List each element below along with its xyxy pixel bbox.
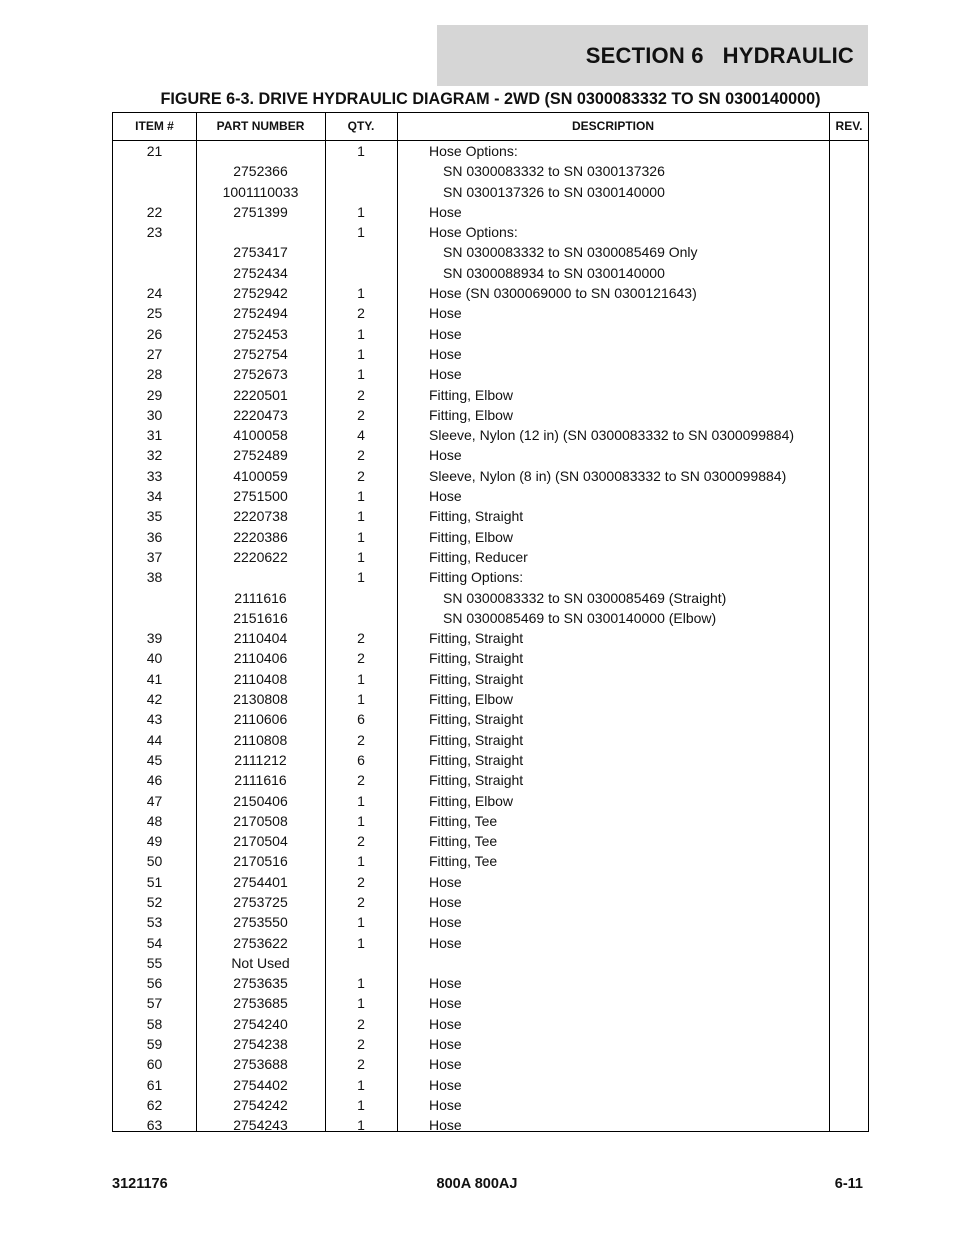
item-cell: 27 xyxy=(146,345,163,362)
description-cell: Fitting, Straight xyxy=(429,670,524,687)
item-cell: 56 xyxy=(146,975,163,992)
item-cell: 23 xyxy=(146,224,163,241)
parts-table xyxy=(112,112,869,1132)
description-cell: Hose Options: xyxy=(429,143,518,159)
table-row xyxy=(113,872,868,892)
qty-cell: 2 xyxy=(357,833,365,850)
item-cell: 61 xyxy=(146,1076,163,1093)
table-row xyxy=(113,527,868,547)
item-cell: 49 xyxy=(146,833,163,850)
description-cell: Hose (SN 0300069000 to SN 0300121643) xyxy=(429,285,697,302)
item-cell: 40 xyxy=(146,650,163,667)
item-cell: 44 xyxy=(146,731,163,748)
item-cell: 55 xyxy=(146,954,163,971)
description-cell: Fitting, Tee xyxy=(429,833,498,850)
figure-title: FIGURE 6-3. DRIVE HYDRAULIC DIAGRAM - 2WD (SN 0300083332 TO SN 0300140000) xyxy=(160,90,821,108)
description-cell: Hose xyxy=(429,975,462,992)
section-header-text: SECTION 6 HYDRAULIC xyxy=(585,42,854,68)
description-cell: Fitting, Straight xyxy=(429,711,524,728)
table-row xyxy=(113,506,868,526)
table-row xyxy=(113,689,868,709)
qty-cell: 1 xyxy=(357,691,365,708)
qty-cell: 1 xyxy=(357,1117,365,1134)
item-cell: 45 xyxy=(146,751,163,768)
table-row xyxy=(113,141,868,161)
part-number-cell: 4100058 xyxy=(233,427,288,444)
description-cell: Hose xyxy=(429,1076,462,1093)
description-cell: Hose xyxy=(429,488,462,505)
table-row xyxy=(113,1014,868,1034)
description-cell: Hose xyxy=(429,325,462,342)
table-row xyxy=(113,1054,868,1074)
item-cell: 62 xyxy=(146,1096,163,1113)
qty-cell: 6 xyxy=(357,751,365,768)
part-number-cell: 2753635 xyxy=(233,975,288,992)
description-cell: SN 0300137326 to SN 0300140000 xyxy=(443,183,665,200)
description-cell: Fitting, Elbow xyxy=(429,406,514,423)
table-row xyxy=(113,1095,868,1115)
item-cell: 22 xyxy=(146,203,163,220)
description-cell: Sleeve, Nylon (12 in) (SN 0300083332 to SN 0300099884) xyxy=(429,427,795,444)
part-number-cell: 2220473 xyxy=(233,406,288,423)
description-cell: Fitting, Straight xyxy=(429,508,524,525)
qty-cell: 2 xyxy=(357,630,365,647)
description-cell: Hose xyxy=(429,1036,462,1053)
table-row xyxy=(113,791,868,811)
description-cell: Hose xyxy=(429,1117,462,1134)
qty-cell: 1 xyxy=(357,285,365,302)
qty-cell: 2 xyxy=(357,467,365,484)
table-row xyxy=(113,993,868,1013)
description-cell: Hose xyxy=(429,447,462,464)
table-row xyxy=(113,831,868,851)
qty-cell: 2 xyxy=(357,1056,365,1073)
qty-cell: 1 xyxy=(357,345,365,362)
description-cell: Hose Options: xyxy=(429,224,518,241)
part-number-cell: 2130808 xyxy=(233,691,288,708)
section-header xyxy=(437,25,868,86)
part-number-cell: 2752673 xyxy=(233,366,288,383)
description-cell: Fitting, Elbow xyxy=(429,792,514,809)
table-row xyxy=(113,425,868,445)
item-cell: 21 xyxy=(146,143,163,159)
table-row xyxy=(113,161,868,181)
header-qty: QTY. xyxy=(347,119,375,133)
qty-cell: 1 xyxy=(357,975,365,992)
table-row xyxy=(113,912,868,932)
qty-cell: 2 xyxy=(357,650,365,667)
description-cell: SN 0300083332 to SN 0300085469 (Straight) xyxy=(443,589,727,606)
qty-cell: 2 xyxy=(357,447,365,464)
qty-cell: 6 xyxy=(357,711,365,728)
table-row xyxy=(113,892,868,912)
qty-cell: 2 xyxy=(357,1036,365,1053)
qty-cell: 1 xyxy=(357,366,365,383)
item-cell: 42 xyxy=(146,691,163,708)
description-cell: Fitting, Straight xyxy=(429,751,524,768)
table-row xyxy=(113,933,868,953)
description-cell: Fitting, Elbow xyxy=(429,386,514,403)
part-number-cell: 2751399 xyxy=(233,203,288,220)
header-description: DESCRIPTION xyxy=(571,119,654,133)
part-number-cell: 2754238 xyxy=(233,1036,288,1053)
qty-cell: 1 xyxy=(357,143,365,159)
description-cell: Hose xyxy=(429,914,462,931)
item-cell: 28 xyxy=(146,366,163,383)
item-cell: 58 xyxy=(146,1015,163,1032)
part-number-cell: 2170516 xyxy=(233,853,288,870)
item-cell: 34 xyxy=(146,488,163,505)
part-number-cell: 2220738 xyxy=(233,508,288,525)
table-row xyxy=(113,973,868,993)
table-body xyxy=(113,141,868,1136)
item-cell: 35 xyxy=(146,508,163,525)
qty-cell: 1 xyxy=(357,1096,365,1113)
item-cell: 54 xyxy=(146,934,163,951)
description-cell: Hose xyxy=(429,893,462,910)
description-cell: Hose xyxy=(429,345,462,362)
qty-cell: 1 xyxy=(357,812,365,829)
description-cell: Hose xyxy=(429,366,462,383)
description-cell: Fitting, Straight xyxy=(429,731,524,748)
part-number-cell: 2753725 xyxy=(233,893,288,910)
part-number-cell: 2111212 xyxy=(234,751,287,768)
qty-cell: 1 xyxy=(357,1076,365,1093)
table-row xyxy=(113,811,868,831)
qty-cell: 1 xyxy=(357,792,365,809)
table-row xyxy=(113,1115,868,1135)
item-cell: 31 xyxy=(146,427,163,444)
part-number-cell: 2754401 xyxy=(233,873,288,890)
item-cell: 25 xyxy=(146,305,163,322)
item-cell: 39 xyxy=(146,630,163,647)
item-cell: 51 xyxy=(146,873,163,890)
part-number-cell: 2151616 xyxy=(233,609,288,626)
part-number-cell: 2170508 xyxy=(233,812,288,829)
part-number-cell: 2753688 xyxy=(233,1056,288,1073)
part-number-cell: 2753622 xyxy=(233,934,288,951)
part-number-cell: 2753417 xyxy=(233,244,288,261)
table-row xyxy=(113,1075,868,1095)
part-number-cell: 2111616 xyxy=(234,589,287,606)
description-cell: Hose xyxy=(429,995,462,1012)
part-number-cell: 2754243 xyxy=(233,1117,288,1134)
table-row xyxy=(113,648,868,668)
item-cell: 57 xyxy=(146,995,163,1012)
table-row xyxy=(113,486,868,506)
item-cell: 33 xyxy=(146,467,163,484)
description-cell: Fitting, Straight xyxy=(429,772,524,789)
item-cell: 29 xyxy=(146,386,163,403)
table-row xyxy=(113,750,868,770)
table-row xyxy=(113,242,868,262)
qty-cell: 1 xyxy=(357,569,365,586)
table-header xyxy=(113,113,868,141)
table-row xyxy=(113,344,868,364)
part-number-cell: 2150406 xyxy=(233,792,288,809)
item-cell: 46 xyxy=(146,772,163,789)
part-number-cell: 2110606 xyxy=(233,711,288,728)
item-cell: 26 xyxy=(146,325,163,342)
table-row xyxy=(113,770,868,790)
description-cell: Fitting Options: xyxy=(429,569,524,586)
part-number-cell: 2170504 xyxy=(233,833,288,850)
table-row xyxy=(113,1034,868,1054)
table-row xyxy=(113,182,868,202)
part-number-cell: 2752942 xyxy=(233,285,288,302)
header-rev: REV. xyxy=(835,119,863,133)
description-cell: Fitting, Elbow xyxy=(429,691,514,708)
part-number-cell: 2754240 xyxy=(233,1015,288,1032)
qty-cell: 1 xyxy=(357,488,365,505)
qty-cell: 1 xyxy=(357,914,365,931)
table-row xyxy=(113,324,868,344)
description-cell: Fitting, Elbow xyxy=(429,528,514,545)
part-number-cell: 2752754 xyxy=(233,345,288,362)
description-cell: SN 0300083332 to SN 0300085469 Only xyxy=(443,244,698,261)
description-cell: Fitting, Tee xyxy=(429,853,498,870)
qty-cell: 1 xyxy=(357,548,365,565)
qty-cell: 1 xyxy=(357,224,365,241)
table-row xyxy=(113,202,868,222)
table-row xyxy=(113,567,868,587)
description-cell: Fitting, Straight xyxy=(429,630,524,647)
footer-model: 800A 800AJ xyxy=(436,1176,518,1192)
item-cell: 59 xyxy=(146,1036,163,1053)
footer-page-number: 6-11 xyxy=(834,1176,863,1192)
qty-cell: 1 xyxy=(357,853,365,870)
item-cell: 47 xyxy=(146,792,163,809)
table-row xyxy=(113,547,868,567)
qty-cell: 1 xyxy=(357,325,365,342)
part-number-cell: 2754402 xyxy=(233,1076,288,1093)
qty-cell: 2 xyxy=(357,1015,365,1032)
table-row xyxy=(113,466,868,486)
table-row xyxy=(113,608,868,628)
table-row xyxy=(113,953,868,973)
part-number-cell: 2220386 xyxy=(233,528,288,545)
part-number-cell: 2220622 xyxy=(233,548,288,565)
description-cell: Hose xyxy=(429,934,462,951)
table-row xyxy=(113,283,868,303)
table-row xyxy=(113,730,868,750)
table-row xyxy=(113,628,868,648)
item-cell: 30 xyxy=(146,406,163,423)
description-cell: Hose xyxy=(429,1056,462,1073)
table-row xyxy=(113,709,868,729)
item-cell: 37 xyxy=(146,548,163,565)
item-cell: 24 xyxy=(146,285,163,302)
description-cell: Hose xyxy=(429,203,462,220)
description-cell: SN 0300083332 to SN 0300137326 xyxy=(443,163,665,180)
qty-cell: 4 xyxy=(357,427,365,444)
part-number-cell: 2220501 xyxy=(233,386,288,403)
part-number-cell: 2111616 xyxy=(234,772,287,789)
item-cell: 63 xyxy=(146,1117,163,1134)
part-number-cell: 2110808 xyxy=(233,731,288,748)
qty-cell: 1 xyxy=(357,934,365,951)
part-number-cell: 2752489 xyxy=(233,447,288,464)
table-row xyxy=(113,405,868,425)
part-number-cell: 2752434 xyxy=(233,264,288,281)
qty-cell: 1 xyxy=(357,670,365,687)
part-number-cell: 4100059 xyxy=(233,467,288,484)
table-row xyxy=(113,851,868,871)
footer-doc-number: 3121176 xyxy=(112,1176,168,1192)
item-cell: 38 xyxy=(146,569,163,586)
part-number-cell: 2752494 xyxy=(233,305,288,322)
item-cell: 60 xyxy=(146,1056,163,1073)
part-number-cell: Not Used xyxy=(231,954,290,971)
item-cell: 50 xyxy=(146,853,163,870)
description-cell: Fitting, Tee xyxy=(429,812,498,829)
qty-cell: 2 xyxy=(357,772,365,789)
description-cell: Hose xyxy=(429,1015,462,1032)
qty-cell: 2 xyxy=(357,873,365,890)
qty-cell: 2 xyxy=(357,893,365,910)
item-cell: 52 xyxy=(146,893,163,910)
qty-cell: 2 xyxy=(357,305,365,322)
qty-cell: 1 xyxy=(357,528,365,545)
item-cell: 32 xyxy=(146,447,163,464)
description-cell: SN 0300088934 to SN 0300140000 xyxy=(443,264,665,281)
table-row xyxy=(113,263,868,283)
qty-cell: 2 xyxy=(357,406,365,423)
part-number-cell: 2110404 xyxy=(233,630,288,647)
table-row xyxy=(113,222,868,242)
qty-cell: 1 xyxy=(357,203,365,220)
table-row xyxy=(113,385,868,405)
description-cell: Fitting, Straight xyxy=(429,650,524,667)
part-number-cell: 2754242 xyxy=(233,1096,288,1113)
item-cell: 36 xyxy=(146,528,163,545)
description-cell: Sleeve, Nylon (8 in) (SN 0300083332 to SN 0300099884) xyxy=(429,467,787,484)
header-item: ITEM # xyxy=(135,119,174,133)
item-cell: 53 xyxy=(146,914,163,931)
header-part-number: PART NUMBER xyxy=(216,119,305,133)
table-row xyxy=(113,669,868,689)
part-number-cell: 2752453 xyxy=(233,325,288,342)
qty-cell: 1 xyxy=(357,508,365,525)
description-cell: Hose xyxy=(429,305,462,322)
item-cell: 48 xyxy=(146,812,163,829)
part-number-cell: 2753550 xyxy=(233,914,288,931)
table-row xyxy=(113,588,868,608)
part-number-cell: 2751500 xyxy=(233,488,288,505)
part-number-cell: 2110408 xyxy=(233,670,288,687)
part-number-cell: 2110406 xyxy=(233,650,288,667)
table-row xyxy=(113,445,868,465)
qty-cell: 2 xyxy=(357,386,365,403)
description-cell: Hose xyxy=(429,1096,462,1113)
description-cell: SN 0300085469 to SN 0300140000 (Elbow) xyxy=(443,609,717,626)
qty-cell: 1 xyxy=(357,995,365,1012)
qty-cell: 2 xyxy=(357,731,365,748)
description-cell: Hose xyxy=(429,873,462,890)
part-number-cell: 1001110033 xyxy=(222,183,299,200)
part-number-cell: 2753685 xyxy=(233,995,288,1012)
description-cell: Fitting, Reducer xyxy=(429,548,528,565)
part-number-cell: 2752366 xyxy=(233,163,288,180)
item-cell: 43 xyxy=(146,711,163,728)
table-row xyxy=(113,364,868,384)
table-row xyxy=(113,303,868,323)
item-cell: 41 xyxy=(146,670,163,687)
